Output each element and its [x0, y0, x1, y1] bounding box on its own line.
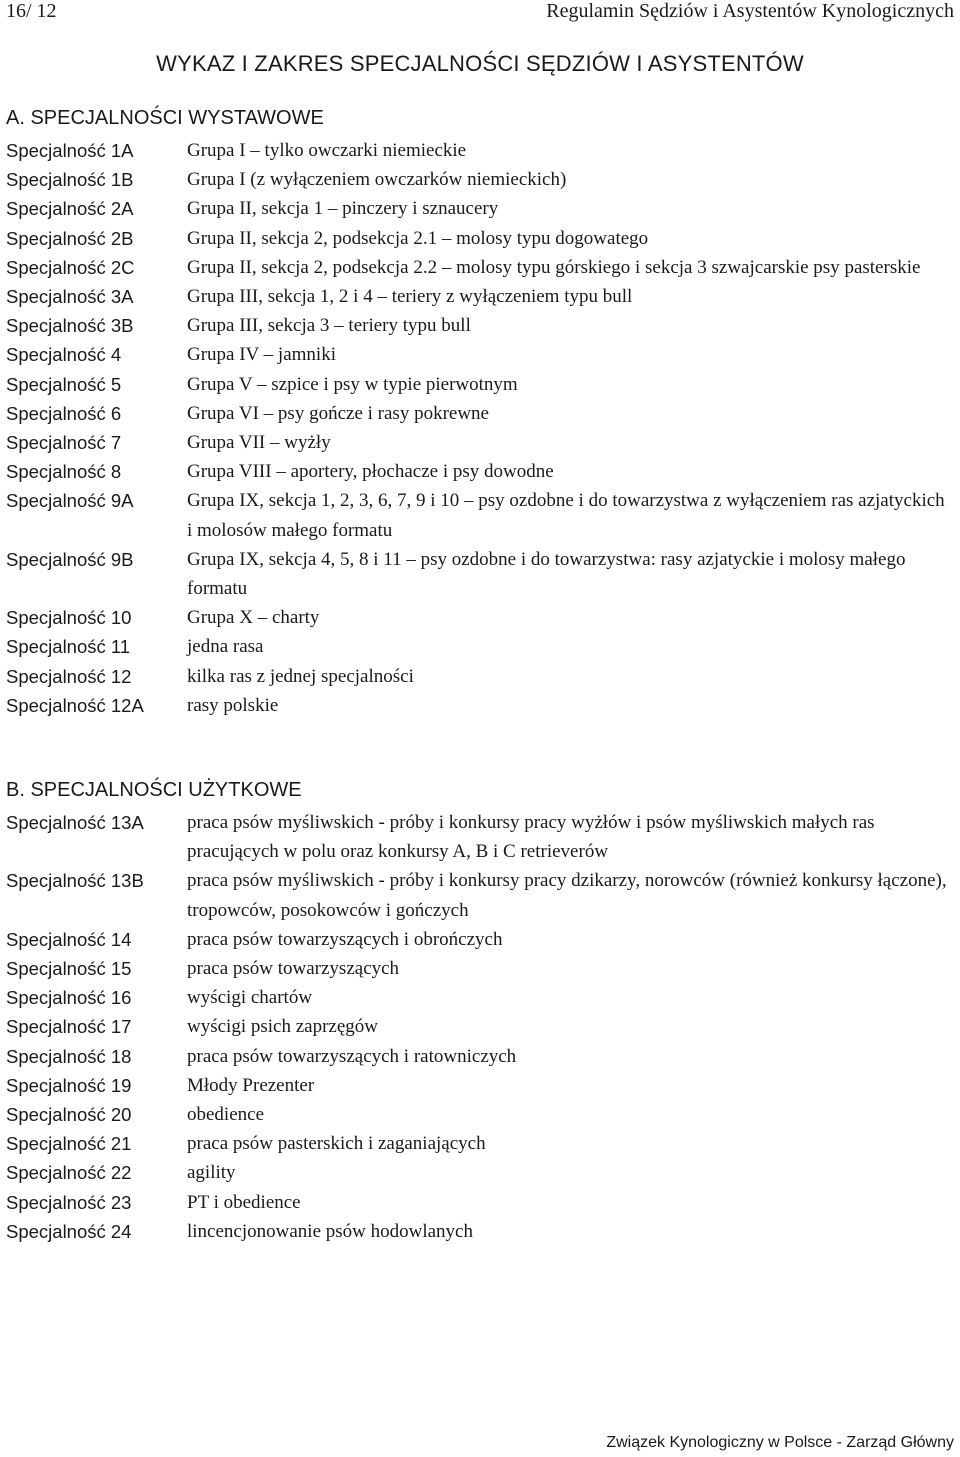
- specialty-description: praca psów myśliwskich - próby i konkursy pracy wyżłów i psów myśliwskich małych ras pracujących w polu oraz konkursy A, B i C retrieverów: [187, 812, 875, 863]
- specialty-description: praca psów pasterskich i zaganiających: [187, 1133, 486, 1155]
- specialty-description: wyścigi psich zaprzęgów: [187, 1016, 378, 1038]
- specialty-description: lincencjonowanie psów hodowlanych: [187, 1220, 473, 1242]
- specialty-label: Specjalność 12A: [6, 694, 144, 716]
- specialty-description: praca psów towarzyszących: [187, 958, 400, 980]
- specialty-label: Specjalność 11: [6, 636, 131, 658]
- specialty-description: Grupa I (z wyłączeniem owczarków niemieckich): [187, 169, 567, 191]
- list-item: [0, 808, 960, 866]
- list-item: [0, 632, 960, 661]
- list-item: [0, 1188, 960, 1217]
- specialty-description: Grupa VII – wyżły: [187, 432, 331, 454]
- specialty-label: Specjalność 1B: [6, 169, 134, 191]
- specialty-label: Specjalność 15: [6, 958, 132, 980]
- specialty-description: Grupa IX, sekcja 4, 5, 8 i 11 – psy ozdobne i do towarzystwa: rasy azjatyckie i molosy małego formatu: [187, 548, 906, 600]
- specialty-description: Grupa II, sekcja 1 – pinczery i sznaucery: [187, 198, 499, 220]
- specialty-label: Specjalność 1A: [6, 140, 134, 161]
- list-item: [0, 370, 960, 399]
- specialty-label: Specjalność 3A: [6, 286, 134, 308]
- specialty-label: Specjalność 3B: [6, 315, 134, 337]
- specialty-label: Specjalność 19: [6, 1074, 132, 1096]
- list-item: [0, 311, 960, 340]
- specialty-label: Specjalność 24: [6, 1220, 132, 1242]
- list-item: [0, 983, 960, 1012]
- section-b-list: [0, 808, 960, 1246]
- specialty-label: Specjalność 22: [6, 1162, 132, 1184]
- specialty-description: PT i obedience: [187, 1191, 301, 1213]
- list-item: [0, 486, 960, 544]
- section-a-list: [0, 136, 960, 720]
- specialty-description: jedna rasa: [187, 636, 264, 658]
- list-item: [0, 925, 960, 954]
- specialty-label: Specjalność 9A: [6, 490, 134, 512]
- specialty-description: wyścigi chartów: [187, 987, 313, 1009]
- specialty-description: Grupa III, sekcja 3 – teriery typu bull: [187, 315, 471, 337]
- specialty-label: Specjalność 18: [6, 1045, 132, 1067]
- list-item: [0, 165, 960, 194]
- list-item: [0, 545, 960, 603]
- specialty-description: Grupa III, sekcja 1, 2 i 4 – teriery z wyłączeniem typu bull: [187, 286, 633, 308]
- specialty-label: Specjalność 2C: [6, 256, 135, 278]
- list-item: [0, 224, 960, 253]
- list-item: [0, 1042, 960, 1071]
- specialty-label: Specjalność 17: [6, 1016, 132, 1038]
- specialty-label: Specjalność 12: [6, 665, 132, 687]
- list-item: [0, 662, 960, 691]
- specialty-description: Grupa IV – jamniki: [187, 344, 336, 366]
- specialty-label: Specjalność 5: [6, 373, 122, 395]
- page-number: 16/ 12: [6, 0, 57, 22]
- specialty-description: Grupa I – tylko owczarki niemieckie: [187, 140, 467, 161]
- specialty-description: obedience: [187, 1104, 265, 1126]
- specialty-label: Specjalność 7: [6, 432, 122, 454]
- specialty-label: Specjalność 16: [6, 987, 132, 1009]
- list-item: [0, 1071, 960, 1100]
- list-item: [0, 1129, 960, 1158]
- list-item: [0, 1158, 960, 1187]
- specialty-label: Specjalność 14: [6, 928, 132, 950]
- specialty-description: Grupa V – szpice i psy w typie pierwotnym: [187, 373, 518, 395]
- list-item: [0, 282, 960, 311]
- specialty-label: Specjalność 13A: [6, 812, 144, 833]
- list-item: [0, 253, 960, 282]
- specialty-label: Specjalność 4: [6, 344, 122, 366]
- running-title: Regulamin Sędziów i Asystentów Kynologicznych: [546, 0, 954, 22]
- list-item: [0, 954, 960, 983]
- list-item: [0, 603, 960, 632]
- specialty-label: Specjalność 2A: [6, 198, 134, 220]
- specialty-description: kilka ras z jednej specjalności: [187, 665, 414, 687]
- page-title: WYKAZ I ZAKRES SPECJALNOŚCI SĘDZIÓW I ASYSTENTÓW: [156, 51, 804, 76]
- specialty-label: Specjalność 9B: [6, 548, 134, 570]
- specialty-description: Grupa VI – psy gończe i rasy pokrewne: [187, 402, 489, 424]
- list-item: [0, 1012, 960, 1041]
- specialty-description: Grupa II, sekcja 2, podsekcja 2.1 – molosy typu dogowatego: [187, 227, 649, 249]
- list-item: [0, 1100, 960, 1129]
- specialty-description: Młody Prezenter: [187, 1074, 315, 1096]
- specialty-description: Grupa II, sekcja 2, podsekcja 2.2 – molosy typu górskiego i sekcja 3 szwajcarskie psy pasterskie: [187, 256, 921, 278]
- specialty-description: rasy polskie: [187, 694, 279, 716]
- list-item: [0, 866, 960, 924]
- list-item: [0, 1217, 960, 1246]
- specialty-description: agility: [187, 1162, 236, 1184]
- specialty-label: Specjalność 21: [6, 1133, 132, 1155]
- specialty-label: Specjalność 23: [6, 1191, 132, 1213]
- specialty-label: Specjalność 6: [6, 402, 122, 424]
- specialty-label: Specjalność 20: [6, 1104, 132, 1126]
- specialty-description: praca psów towarzyszących i obrończych: [187, 928, 503, 950]
- list-item: [0, 340, 960, 369]
- list-item: [0, 399, 960, 428]
- specialty-label: Specjalność 8: [6, 461, 122, 483]
- specialty-label: Specjalność 2B: [6, 227, 134, 249]
- specialty-description: praca psów towarzyszących i ratowniczych: [187, 1045, 517, 1067]
- specialty-description: Grupa VIII – aportery, płochacze i psy dowodne: [187, 461, 554, 483]
- specialty-label: Specjalność 13B: [6, 870, 144, 892]
- specialty-description: Grupa X – charty: [187, 607, 320, 629]
- list-item: [0, 691, 960, 720]
- list-item: [0, 136, 960, 165]
- specialty-description: praca psów myśliwskich - próby i konkursy pracy dzikarzy, norowców (również konkursy łączone), tropowców, posokowców i gończych: [187, 870, 947, 921]
- specialty-label: Specjalność 10: [6, 607, 132, 629]
- specialty-description: Grupa IX, sekcja 1, 2, 3, 6, 7, 9 i 10 – psy ozdobne i do towarzystwa z wyłączeniem ras azjatyckich i molosów małego formatu: [187, 490, 945, 541]
- page-footer: Związek Kynologiczny w Polsce - Zarząd Główny: [606, 1434, 954, 1451]
- list-item: [0, 194, 960, 223]
- section-b-heading: B. SPECJALNOŚCI UŻYTKOWE: [6, 779, 302, 801]
- list-item: [0, 457, 960, 486]
- list-item: [0, 428, 960, 457]
- section-a-heading: A. SPECJALNOŚCI WYSTAWOWE: [6, 107, 324, 129]
